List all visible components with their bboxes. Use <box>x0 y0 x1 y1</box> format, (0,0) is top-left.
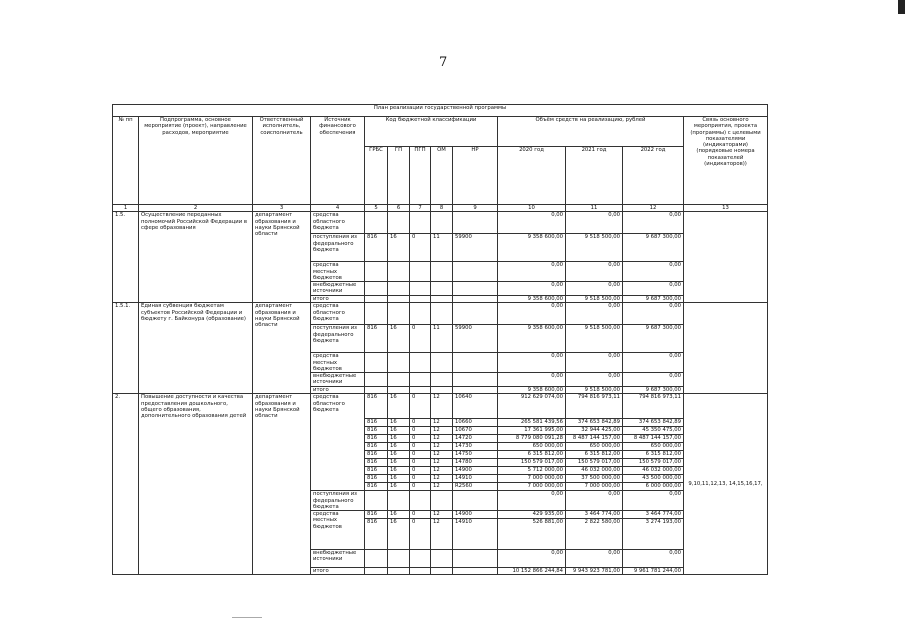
header-program: Подпрограмма, основное мероприятие (проект), направление расходов, мероприятие <box>139 117 253 205</box>
amount-2022: 45 350 475,00 <box>623 427 684 435</box>
code-gp: 16 <box>388 451 410 459</box>
scan-edge-mark <box>898 0 905 14</box>
code-om <box>431 212 453 234</box>
amount-2022: 374 653 842,89 <box>623 419 684 427</box>
header-link: Связь основного мероприятия, проекта (программы) с целевыми показателями (индикаторами) (порядковые номера показателей (индикаторов)) <box>684 117 768 205</box>
funding-source: средства областного бюджета <box>311 303 365 325</box>
header-num: № пп <box>113 117 139 205</box>
amount-2020: 9 358 600,00 <box>498 325 566 353</box>
section-executor: департамент образования и науки Брянской области <box>253 303 311 394</box>
amount-2020: 265 581 439,56 <box>498 419 566 427</box>
amount-2022: 0,00 <box>623 303 684 325</box>
code-nr: 14730 <box>453 443 498 451</box>
amount-2022: 794 816 973,11 <box>623 394 684 419</box>
table-title: План реализации государственной программы <box>113 105 768 117</box>
amount-2021: 0,00 <box>566 491 623 511</box>
code-grbs <box>365 296 388 303</box>
amount-2020: 9 358 600,00 <box>498 296 566 303</box>
code-pgp: 0 <box>410 475 431 483</box>
amount-2021: 3 464 774,00 <box>566 511 623 519</box>
code-nr <box>453 296 498 303</box>
code-grbs: 816 <box>365 459 388 467</box>
amount-2022: 9 961 781 244,00 <box>623 568 684 575</box>
funding-source: средства местных бюджетов <box>311 262 365 282</box>
amount-2022: 0,00 <box>623 491 684 511</box>
code-gp <box>388 282 410 296</box>
code-nr <box>453 373 498 387</box>
code-pgp <box>410 373 431 387</box>
funding-source: поступления из федерального бюджета <box>311 325 365 353</box>
amount-2021: 150 579 017,00 <box>566 459 623 467</box>
section-name: Осуществление переданных полномочий Российской Федерации в сфере образования <box>139 212 253 303</box>
code-gp <box>388 353 410 373</box>
code-grbs <box>365 282 388 296</box>
code-om: 12 <box>431 475 453 483</box>
code-om: 12 <box>431 443 453 451</box>
code-gp: 16 <box>388 483 410 491</box>
funding-source: средства областного бюджета <box>311 394 365 491</box>
section-name: Повышение доступности и качества предоставления дошкольного, общего образования, дополнительного образования детей <box>139 394 253 575</box>
header-om: ОМ <box>431 147 453 205</box>
column-number: 3 <box>253 205 311 212</box>
amount-2021: 0,00 <box>566 353 623 373</box>
amount-2021: 0,00 <box>566 550 623 568</box>
code-pgp: 0 <box>410 325 431 353</box>
code-gp: 16 <box>388 427 410 435</box>
code-om: 12 <box>431 435 453 443</box>
code-grbs: 816 <box>365 451 388 459</box>
code-gp <box>388 550 410 568</box>
amount-2020: 650 000,00 <box>498 443 566 451</box>
section-number: 1.5.1. <box>113 303 139 394</box>
header-2021: 2021 год <box>566 147 623 205</box>
code-grbs <box>365 550 388 568</box>
code-om <box>431 262 453 282</box>
scan-artifact-line <box>232 617 262 618</box>
code-grbs: 816 <box>365 325 388 353</box>
amount-2021: 7 000 000,00 <box>566 483 623 491</box>
amount-2020: 0,00 <box>498 212 566 234</box>
code-gp: 16 <box>388 511 410 519</box>
code-om: 12 <box>431 451 453 459</box>
code-gp: 16 <box>388 234 410 262</box>
code-pgp: 0 <box>410 435 431 443</box>
code-pgp: 0 <box>410 443 431 451</box>
amount-2020: 912 629 074,00 <box>498 394 566 419</box>
code-grbs <box>365 353 388 373</box>
amount-2021: 794 816 973,11 <box>566 394 623 419</box>
code-pgp <box>410 491 431 511</box>
code-nr: 10640 <box>453 394 498 419</box>
column-number: 11 <box>566 205 623 212</box>
amount-2021: 9 518 500,00 <box>566 296 623 303</box>
code-pgp <box>410 296 431 303</box>
amount-2020: 0,00 <box>498 373 566 387</box>
amount-2022: 150 579 017,00 <box>623 459 684 467</box>
code-om <box>431 282 453 296</box>
funding-source: внебюджетные источники <box>311 373 365 387</box>
code-grbs: 816 <box>365 419 388 427</box>
column-number: 12 <box>623 205 684 212</box>
header-grbs: ГРБС <box>365 147 388 205</box>
code-om: 12 <box>431 394 453 419</box>
header-gp: ГП <box>388 147 410 205</box>
code-nr: 14910 <box>453 475 498 483</box>
code-nr <box>453 387 498 394</box>
amount-2021: 0,00 <box>566 282 623 296</box>
code-grbs <box>365 212 388 234</box>
code-pgp <box>410 282 431 296</box>
amount-2021: 32 944 425,00 <box>566 427 623 435</box>
section-indicator-link: 9,10,11,12,13, 14,15,16,17, <box>684 394 768 575</box>
code-gp: 16 <box>388 435 410 443</box>
code-om <box>431 373 453 387</box>
amount-2022: 9 687 300,00 <box>623 296 684 303</box>
amount-2021: 9 518 500,00 <box>566 234 623 262</box>
amount-2022: 0,00 <box>623 373 684 387</box>
code-gp <box>388 303 410 325</box>
code-grbs: 816 <box>365 483 388 491</box>
amount-2021: 8 487 144 157,00 <box>566 435 623 443</box>
code-nr <box>453 491 498 511</box>
column-number: 5 <box>365 205 388 212</box>
code-om: 12 <box>431 511 453 519</box>
code-nr <box>453 550 498 568</box>
code-nr: 10670 <box>453 427 498 435</box>
funding-source: поступления из федерального бюджета <box>311 234 365 262</box>
amount-2021: 0,00 <box>566 212 623 234</box>
amount-2020: 0,00 <box>498 282 566 296</box>
code-pgp <box>410 353 431 373</box>
amount-2022: 0,00 <box>623 282 684 296</box>
funding-source: средства областного бюджета <box>311 212 365 234</box>
amount-2021: 6 315 812,00 <box>566 451 623 459</box>
code-om: 12 <box>431 459 453 467</box>
code-om <box>431 387 453 394</box>
code-nr <box>453 353 498 373</box>
code-pgp: 0 <box>410 519 431 550</box>
amount-2021: 9 943 923 781,00 <box>566 568 623 575</box>
code-grbs: 816 <box>365 467 388 475</box>
code-om: 12 <box>431 483 453 491</box>
header-pgp: ПГП <box>410 147 431 205</box>
amount-2021: 0,00 <box>566 303 623 325</box>
code-gp: 16 <box>388 443 410 451</box>
code-nr <box>453 568 498 575</box>
code-om <box>431 568 453 575</box>
code-om <box>431 550 453 568</box>
code-gp <box>388 568 410 575</box>
header-source: Источник финансового обеспечения <box>311 117 365 205</box>
code-nr <box>453 282 498 296</box>
column-number: 1 <box>113 205 139 212</box>
section-name: Единая субвенция бюджетам субъектов Российской Федерации и бюджету г. Байконура (образование) <box>139 303 253 394</box>
amount-2022: 9 687 300,00 <box>623 234 684 262</box>
code-pgp <box>410 212 431 234</box>
amount-2020: 8 779 080 091,28 <box>498 435 566 443</box>
header-2020: 2020 год <box>498 147 566 205</box>
code-grbs: 816 <box>365 435 388 443</box>
funding-source: внебюджетные источники <box>311 282 365 296</box>
header-executor: Ответственный исполнитель, соисполнитель <box>253 117 311 205</box>
code-nr: 10660 <box>453 419 498 427</box>
code-gp <box>388 296 410 303</box>
header-2022: 2022 год <box>623 147 684 205</box>
code-grbs: 816 <box>365 511 388 519</box>
amount-2021: 0,00 <box>566 373 623 387</box>
amount-2021: 37 500 000,00 <box>566 475 623 483</box>
section-executor: департамент образования и науки Брянской области <box>253 212 311 303</box>
amount-2021: 650 000,00 <box>566 443 623 451</box>
code-gp: 16 <box>388 459 410 467</box>
code-gp: 16 <box>388 467 410 475</box>
amount-2020: 0,00 <box>498 550 566 568</box>
table-row <box>113 303 768 325</box>
section-executor: департамент образования и науки Брянской области <box>253 394 311 575</box>
code-pgp: 0 <box>410 427 431 435</box>
amount-2020: 0,00 <box>498 262 566 282</box>
code-grbs <box>365 262 388 282</box>
code-gp: 16 <box>388 475 410 483</box>
amount-2020: 526 881,00 <box>498 519 566 550</box>
code-pgp: 0 <box>410 394 431 419</box>
amount-2021: 46 032 000,00 <box>566 467 623 475</box>
column-number: 13 <box>684 205 768 212</box>
header-volume: Объём средств на реализацию, рублей <box>498 117 684 147</box>
code-gp <box>388 373 410 387</box>
funding-source: внебюджетные источники <box>311 550 365 568</box>
table-row <box>113 212 768 234</box>
code-grbs <box>365 568 388 575</box>
funding-source: итого <box>311 296 365 303</box>
amount-2022: 0,00 <box>623 353 684 373</box>
code-grbs: 816 <box>365 443 388 451</box>
amount-2022: 9 687 300,00 <box>623 325 684 353</box>
code-grbs: 816 <box>365 234 388 262</box>
code-nr: 14780 <box>453 459 498 467</box>
code-nr: 14750 <box>453 451 498 459</box>
code-nr: 14900 <box>453 467 498 475</box>
amount-2020: 7 000 000,00 <box>498 483 566 491</box>
amount-2021: 2 822 580,00 <box>566 519 623 550</box>
code-gp <box>388 491 410 511</box>
funding-source: средства местных бюджетов <box>311 511 365 550</box>
section-number: 2. <box>113 394 139 575</box>
code-nr <box>453 262 498 282</box>
code-gp: 16 <box>388 325 410 353</box>
code-grbs <box>365 491 388 511</box>
amount-2022: 6 000 000,00 <box>623 483 684 491</box>
code-om: 12 <box>431 467 453 475</box>
code-pgp: 0 <box>410 459 431 467</box>
code-pgp: 0 <box>410 451 431 459</box>
code-om <box>431 296 453 303</box>
code-grbs <box>365 387 388 394</box>
amount-2022: 46 032 000,00 <box>623 467 684 475</box>
code-grbs <box>365 373 388 387</box>
amount-2022: 3 464 774,00 <box>623 511 684 519</box>
code-pgp: 0 <box>410 511 431 519</box>
code-pgp <box>410 550 431 568</box>
amount-2020: 9 358 600,00 <box>498 387 566 394</box>
code-gp: 16 <box>388 519 410 550</box>
amount-2020: 9 358 600,00 <box>498 234 566 262</box>
amount-2022: 9 687 300,00 <box>623 387 684 394</box>
amount-2021: 9 518 500,00 <box>566 325 623 353</box>
code-om: 12 <box>431 519 453 550</box>
code-pgp: 0 <box>410 467 431 475</box>
code-gp <box>388 262 410 282</box>
funding-source: итого <box>311 387 365 394</box>
header-kbk: Код бюджетной классификации <box>365 117 498 147</box>
code-om <box>431 303 453 325</box>
amount-2020: 6 315 812,00 <box>498 451 566 459</box>
code-om: 11 <box>431 325 453 353</box>
amount-2020: 429 935,00 <box>498 511 566 519</box>
column-number: 9 <box>453 205 498 212</box>
header-nr: НР <box>453 147 498 205</box>
column-number: 10 <box>498 205 566 212</box>
section-number: 1.5. <box>113 212 139 303</box>
code-gp <box>388 212 410 234</box>
funding-source: поступления из федерального бюджета <box>311 491 365 511</box>
code-gp <box>388 387 410 394</box>
column-number: 2 <box>139 205 253 212</box>
amount-2022: 3 274 193,00 <box>623 519 684 550</box>
code-nr <box>453 212 498 234</box>
column-number: 6 <box>388 205 410 212</box>
code-om <box>431 353 453 373</box>
amount-2020: 7 000 000,00 <box>498 475 566 483</box>
amount-2022: 0,00 <box>623 212 684 234</box>
code-om <box>431 491 453 511</box>
code-om: 12 <box>431 427 453 435</box>
page-number: 7 <box>439 55 448 70</box>
code-nr: R2560 <box>453 483 498 491</box>
code-pgp <box>410 262 431 282</box>
amount-2020: 17 361 995,00 <box>498 427 566 435</box>
code-nr <box>453 303 498 325</box>
code-nr: 14900 <box>453 511 498 519</box>
program-plan-table <box>112 104 768 575</box>
code-nr: 59900 <box>453 234 498 262</box>
code-grbs: 816 <box>365 394 388 419</box>
code-pgp: 0 <box>410 234 431 262</box>
amount-2020: 150 579 017,00 <box>498 459 566 467</box>
code-gp: 16 <box>388 394 410 419</box>
code-grbs: 816 <box>365 519 388 550</box>
amount-2022: 6 315 812,00 <box>623 451 684 459</box>
code-pgp: 0 <box>410 483 431 491</box>
code-pgp <box>410 568 431 575</box>
code-pgp <box>410 387 431 394</box>
amount-2020: 0,00 <box>498 303 566 325</box>
amount-2022: 8 487 144 157,00 <box>623 435 684 443</box>
code-om: 11 <box>431 234 453 262</box>
amount-2022: 43 500 000,00 <box>623 475 684 483</box>
column-number: 4 <box>311 205 365 212</box>
table-row <box>113 394 768 419</box>
amount-2021: 374 653 842,89 <box>566 419 623 427</box>
amount-2022: 650 000,00 <box>623 443 684 451</box>
section-indicator-link <box>684 303 768 394</box>
amount-2021: 0,00 <box>566 262 623 282</box>
amount-2020: 0,00 <box>498 491 566 511</box>
code-nr: 14720 <box>453 435 498 443</box>
code-nr: 14910 <box>453 519 498 550</box>
amount-2022: 0,00 <box>623 262 684 282</box>
code-gp: 16 <box>388 419 410 427</box>
funding-source: итого <box>311 568 365 575</box>
code-grbs <box>365 303 388 325</box>
code-pgp <box>410 303 431 325</box>
amount-2020: 0,00 <box>498 353 566 373</box>
code-grbs: 816 <box>365 475 388 483</box>
section-indicator-link <box>684 212 768 303</box>
code-nr: 59900 <box>453 325 498 353</box>
code-om: 12 <box>431 419 453 427</box>
amount-2020: 5 712 000,00 <box>498 467 566 475</box>
column-number: 7 <box>410 205 431 212</box>
funding-source: средства местных бюджетов <box>311 353 365 373</box>
column-number: 8 <box>431 205 453 212</box>
code-grbs: 816 <box>365 427 388 435</box>
amount-2020: 10 152 866 244,84 <box>498 568 566 575</box>
code-pgp: 0 <box>410 419 431 427</box>
amount-2022: 0,00 <box>623 550 684 568</box>
amount-2021: 9 518 500,00 <box>566 387 623 394</box>
